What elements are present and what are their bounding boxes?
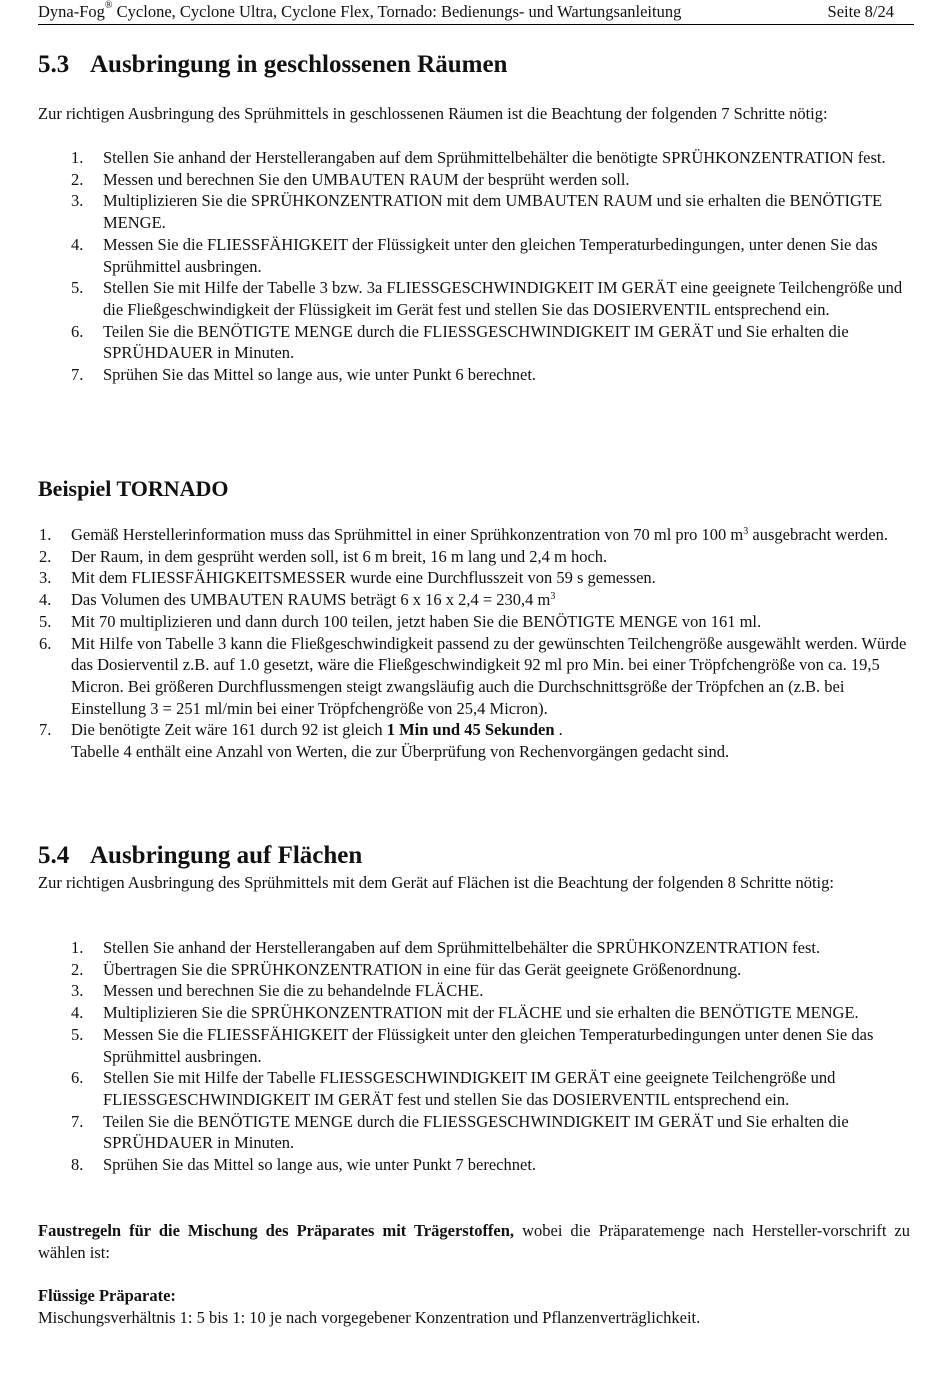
section-number: 5.4: [38, 842, 70, 869]
item-text: Übertragen Sie die SPRÜHKONZENTRATION in eine für das Gerät geeignete Größenordnung.: [103, 959, 742, 979]
item-number: 5.: [39, 611, 52, 631]
item-number: 4.: [71, 234, 84, 254]
item-text: Stellen Sie mit Hilfe der Tabelle 3 bzw. 3a FLIESSGESCHWINDIGKEIT IM GERÄT eine geeignete Teilchengröße und die Fließgeschwindigkeit der Flüssigkeit im Gerät fest und stellen Sie das DOSIERVENTIL entsprechend ein.: [103, 278, 903, 319]
item-text: Messen Sie die FLIESSFÄHIGKEIT der Flüssigkeit unter den gleichen Temperaturbedingungen unter denen Sie das Sprühmittel ausbringen.: [103, 1024, 874, 1066]
item-number: 2.: [71, 169, 84, 189]
list-item: [71, 959, 933, 981]
item-number: 7.: [71, 1111, 84, 1131]
list-item: [39, 719, 916, 762]
item-number: 6.: [71, 1068, 84, 1088]
list-item: [71, 1024, 933, 1067]
item-number: 3.: [71, 191, 84, 211]
item-text: Tabelle 4 enthält eine Anzahl von Werten, die zur Überprüfung von Rechenvorgängen gedacht sind.: [71, 742, 730, 762]
item-text: Das Volumen des UMBAUTEN RAUMS beträgt 6 x 16 x 2,4 = 230,4 m: [71, 590, 551, 610]
liquid-text: Mischungsverhältnis 1: 5 bis 1: 10 je nach vorgegebener Konzentration und Pflanzenverträglichkeit.: [38, 1308, 701, 1327]
item-number: 1.: [71, 938, 84, 957]
rules-heading: Faustregeln für die Mischung des Präparates mit Trägerstoffen,: [38, 1221, 515, 1240]
rules-paragraph: [38, 1220, 910, 1263]
item-number: 3.: [39, 568, 52, 588]
item-text: Sprühen Sie das Mittel so lange aus, wie unter Punkt 6 berechnet.: [103, 365, 537, 385]
document-title: [38, 2, 681, 22]
bold-result: 1 Min und 45 Sekunden: [386, 720, 555, 740]
item-number: 1.: [71, 148, 84, 167]
section-number: 5.3: [38, 51, 70, 78]
section-title: Ausbringung in geschlossenen Räumen: [90, 51, 508, 78]
list-item: [71, 364, 923, 386]
list-item: [39, 524, 916, 546]
list-item: [39, 567, 916, 589]
section-5-3-heading: [38, 51, 507, 79]
list-item: [39, 546, 916, 568]
item-number: 1.: [39, 525, 52, 544]
page-number: Seite 8/24: [827, 2, 894, 21]
item-number: 6.: [39, 633, 52, 653]
list-item: [71, 1154, 933, 1176]
item-text: Stellen Sie anhand der Herstellerangaben auf dem Sprühmittelbehälter die SPRÜHKONZENTRATION fest.: [103, 938, 821, 957]
section-title: Ausbringung auf Flächen: [90, 842, 363, 869]
item-number: 2.: [39, 546, 52, 566]
item-text: Mit 70 multiplizieren und dann durch 100 teilen, jetzt haben Sie die BENÖTIGTE MENGE von 161 ml.: [71, 611, 762, 631]
example-steps: [39, 524, 916, 763]
item-number: 4.: [71, 1003, 84, 1023]
section-5-3-intro: Zur richtigen Ausbringung des Sprühmittels in geschlossenen Räumen ist die Beachtung der folgenden 7 Schritte nötig:: [38, 104, 828, 123]
section-5-4-steps: [71, 937, 933, 1176]
item-number: 7.: [71, 365, 84, 385]
item-text: Multiplizieren Sie die SPRÜHKONZENTRATION mit der FLÄCHE und sie erhalten die BENÖTIGTE MENGE.: [103, 1003, 859, 1023]
list-item: [71, 234, 923, 277]
page-header: [38, 0, 914, 25]
item-text: Messen und berechnen Sie die zu behandelnde FLÄCHE.: [103, 981, 484, 1001]
item-text: Multiplizieren Sie die SPRÜHKONZENTRATION mit dem UMBAUTEN RAUM und sie erhalten die BENÖTIGTE MENGE.: [103, 191, 883, 233]
section-5-4-intro: Zur richtigen Ausbringung des Sprühmittels mit dem Gerät auf Flächen ist die Beachtung der folgenden 8 Schritte nötig:: [38, 873, 834, 892]
item-text: Stellen Sie mit Hilfe der Tabelle FLIESSGESCHWINDIGKEIT IM GERÄT eine geeignete Teilchengröße und FLIESSGESCHWINDIGKEIT IM GERÄT fest und stellen Sie das DOSIERVENTIL entsprechend ein.: [103, 1068, 836, 1109]
list-item: [71, 277, 923, 320]
item-text: Stellen Sie anhand der Herstellerangaben auf dem Sprühmittelbehälter die benötigte SPRÜHKONZENTRATION fest.: [103, 148, 886, 167]
list-item: [71, 147, 923, 169]
item-number: 7.: [39, 720, 52, 740]
item-number: 2.: [71, 959, 84, 979]
list-item: [39, 633, 916, 720]
rules-text: wobei die Präparatemenge nach Hersteller-vorschrift zu wählen ist:: [38, 1221, 911, 1262]
superscript: 3: [743, 526, 749, 537]
list-item: [71, 937, 933, 959]
item-number: 6.: [71, 321, 84, 341]
list-item: [71, 321, 923, 364]
item-number: 8.: [71, 1155, 84, 1175]
title-rest: Cyclone, Cyclone Ultra, Cyclone Flex, Tornado: Bedienungs- und Wartungsanleitung: [112, 2, 682, 21]
title-brand: Dyna-Fog: [38, 2, 105, 21]
item-text: Messen Sie die FLIESSFÄHIGKEIT der Flüssigkeit unter den gleichen Temperaturbedingungen, unter denen Sie das Sprühmittel ausbringen.: [103, 234, 878, 276]
item-text: Teilen Sie die BENÖTIGTE MENGE durch die FLIESSGESCHWINDIGKEIT IM GERÄT und Sie erhalten die SPRÜHDAUER in Minuten.: [103, 321, 849, 363]
item-text: Sprühen Sie das Mittel so lange aus, wie unter Punkt 7 berechnet.: [103, 1155, 537, 1175]
superscript: 3: [550, 591, 556, 603]
item-text: Gemäß Herstellerinformation muss das Sprühmittel in einer Sprühkonzentration von 70 ml pro 100 m: [71, 525, 744, 544]
item-text: Der Raum, in dem gesprüht werden soll, ist 6 m breit, 16 m lang und 2,4 m hoch.: [71, 546, 608, 566]
list-item: [71, 980, 933, 1002]
item-number: 3.: [71, 981, 84, 1001]
item-text: Die benötigte Zeit wäre 161 durch 92 ist gleich: [71, 720, 387, 740]
item-text: .: [554, 720, 563, 740]
item-text: Messen und berechnen Sie den UMBAUTEN RAUM der besprüht werden soll.: [103, 169, 630, 189]
list-item: [71, 169, 923, 191]
item-text: Mit Hilfe von Tabelle 3 kann die Fließgeschwindigkeit passend zu der gewünschten Teilchengröße ausgewählt werden. Würde das Dosierventil z.B. auf 1.0 gesetzt, wäre die Fließgeschwindigkeit 92 ml pro Min. bei einer Tröpfchengröße von ca. 19,5 Micron. Bei größeren Durchflussmengen steigt zwangsläufig auch die Durchschnittsgröße der Tröpfchen an (z.B. bei Einstellung 3 = 251 ml/min bei einer Tröpfchengröße von 25,4 Micron).: [71, 633, 907, 718]
section-5-3-steps: [71, 147, 923, 386]
list-item: [71, 1111, 933, 1154]
list-item: [71, 190, 923, 233]
item-number: 5.: [71, 278, 84, 298]
liquid-heading: Flüssige Präparate:: [38, 1286, 176, 1305]
item-text: Mit dem FLIESSFÄHIGKEITSMESSER wurde eine Durchflusszeit von 59 s gemessen.: [71, 568, 656, 588]
section-5-4-heading: [38, 842, 362, 870]
list-item: [71, 1067, 933, 1110]
item-number: 4.: [39, 590, 52, 610]
list-item: [71, 1002, 933, 1024]
list-item: [39, 589, 916, 611]
item-text: ausgebracht werden.: [748, 525, 888, 544]
list-item: [39, 611, 916, 633]
registered-mark: ®: [104, 0, 113, 11]
item-number: 5.: [71, 1024, 84, 1044]
example-heading: Beispiel TORNADO: [38, 476, 229, 501]
item-text: Teilen Sie die BENÖTIGTE MENGE durch die FLIESSGESCHWINDIGKEIT IM GERÄT und Sie erhalten die SPRÜHDAUER in Minuten.: [103, 1111, 849, 1153]
